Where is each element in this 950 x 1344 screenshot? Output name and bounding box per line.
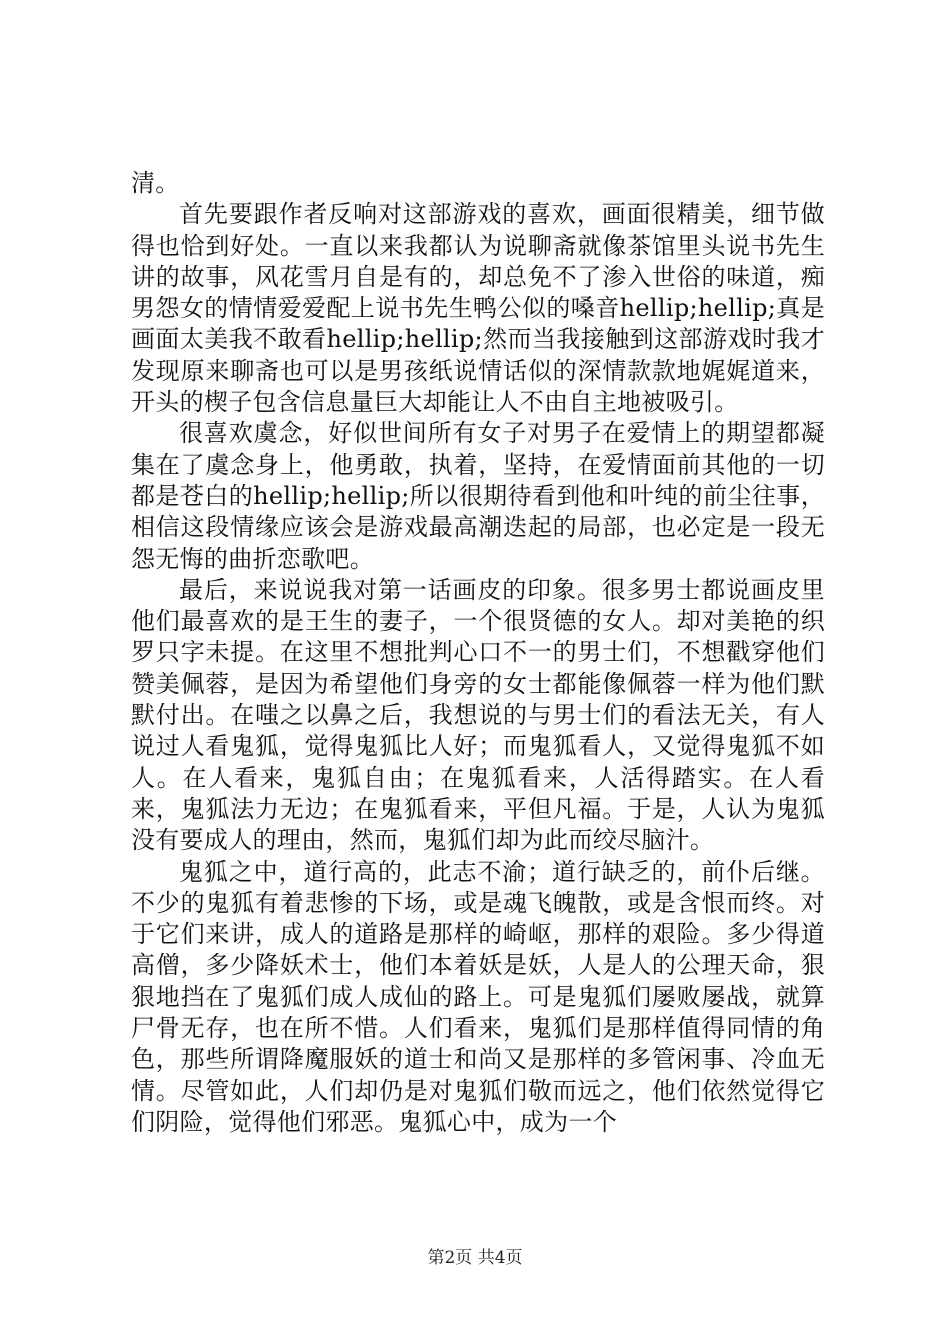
- page-number-footer: 第2页 共4页: [427, 1248, 523, 1268]
- paragraph-ghost-fox: 鬼狐之中，道行高的，此志不渝；道行缺乏的，前仆后继。不少的鬼狐有着悲惨的下场，或是魂飞魄散，或是含恨而终。对于它们来讲，成人的道路是那样的崎岖，那样的艰险。多少得道高僧，多少降妖术士，他们本着妖是妖，人是人的公理天命，狠狠地挡在了鬼狐们成人成仙的路上。可是鬼狐们屡败屡战，就算尸骨无存，也在所不惜。人们看来，鬼狐们是那样值得同情的角色，那些所谓降魔服妖的道士和尚又是那样的多管闲事、冷血无情。尽管如此，人们却仍是对鬼狐们敬而远之，他们依然觉得它们阴险，觉得他们邪恶。鬼狐心中，成为一个: [131, 857, 825, 1136]
- paragraph-continuation: 清。: [131, 169, 180, 197]
- paragraph-game-praise: 首先要跟作者反响对这部游戏的喜欢，画面很精美，细节做得也恰到好处。一直以来我都认为说聊斋就像茶馆里头说书先生讲的故事，风花雪月自是有的，却总免不了渗入世俗的味道，痴男怨女的情情爱爱配上说书先生鸭公似的嗓音hellip;hellip;真是画面太美我不敢看hellip;hellip;然而当我接触到这部游戏时我才发现原来聊斋也可以是男孩纸说情话似的深情款款地娓娓道来，开头的楔子包含信息量巨大却能让人不由自主地被吸引。: [131, 200, 825, 417]
- paragraph-painted-skin: 最后，来说说我对第一话画皮的印象。很多男士都说画皮里他们最喜欢的是王生的妻子，一个很贤德的女人。却对美艳的织罗只字未提。在这里不想批判心口不一的男士们，不想戳穿他们赞美佩蓉，是因为希望他们身旁的女士都能像佩蓉一样为他们默默付出。在嗤之以鼻之后，我想说的与男士们的看法无关，有人说过人看鬼狐，觉得鬼狐比人好；而鬼狐看人，又觉得鬼狐不如人。在人看来，鬼狐自由；在鬼狐看来，人活得踏实。在人看来，鬼狐法力无边；在鬼狐看来，平但凡福。于是，人认为鬼狐没有要成人的理由，然而，鬼狐们却为此而绞尽脑汁。: [131, 575, 825, 855]
- paragraph-yu-nian: 很喜欢虞念，好似世间所有女子对男子在爱情上的期望都凝集在了虞念身上，他勇敢，执着，坚持，在爱情面前其他的一切都是苍白的hellip;hellip;所以很期待看到他和叶纯的前尘往事，相信这段情缘应该会是游戏最高潮迭起的局部，也必定是一段无怨无悔的曲折恋歌吧。: [131, 419, 825, 573]
- document-body: [131, 168, 825, 1138]
